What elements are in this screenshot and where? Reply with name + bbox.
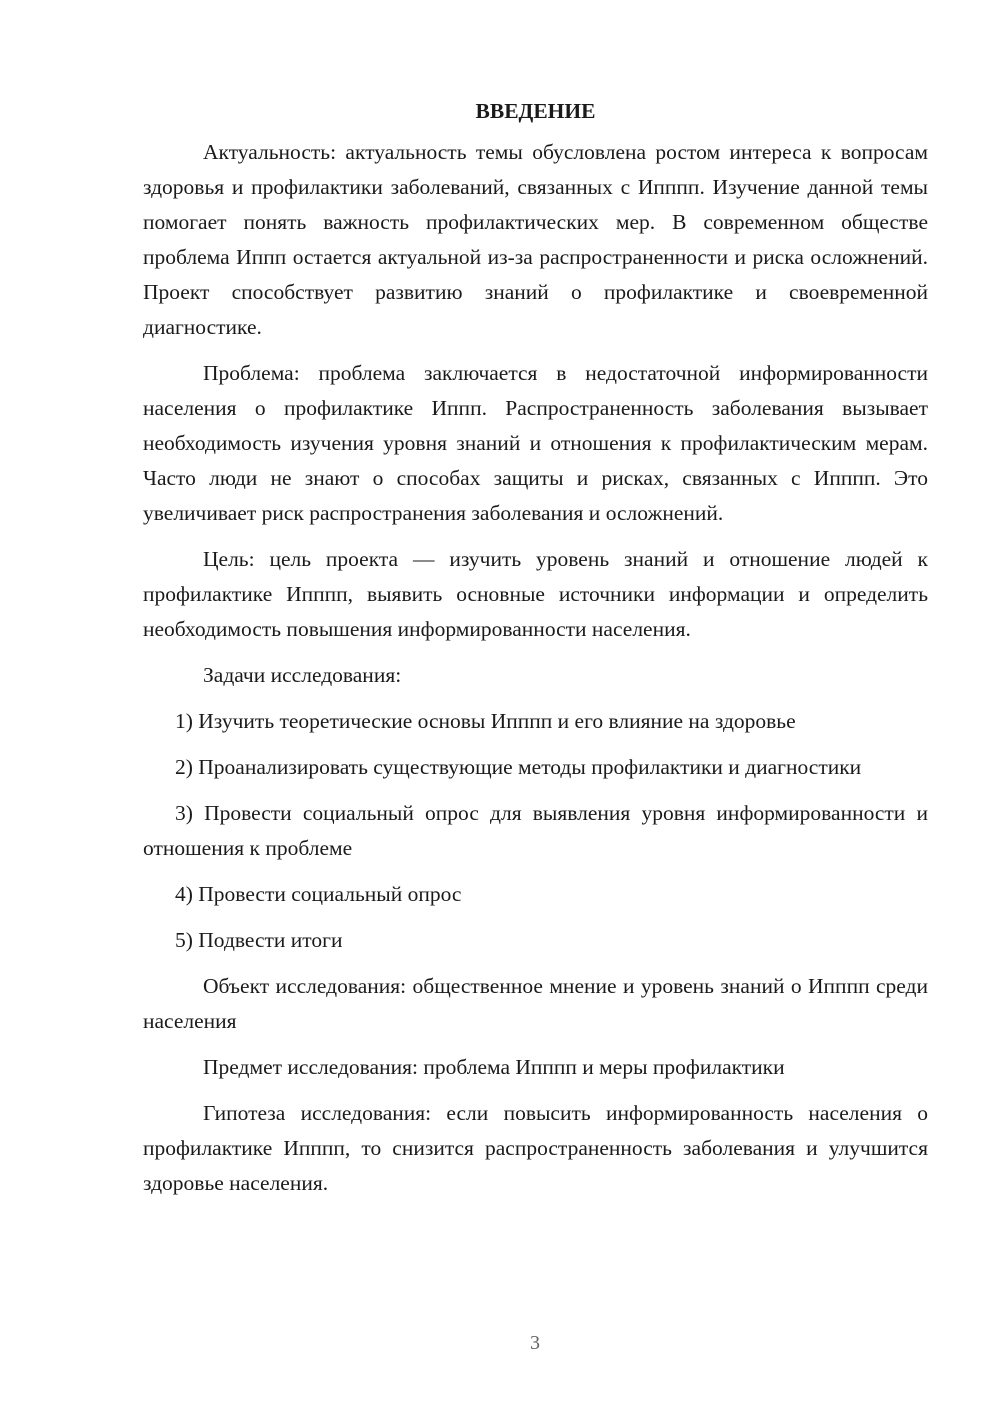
- page-title: ВВЕДЕНИЕ: [475, 99, 596, 123]
- goal-paragraph: Цель: цель проекта — изучить уровень знаний и отношение людей к профилактике Ипппп, выявить основные источники информации и определить необходимость повышения информированности населения.: [143, 547, 928, 641]
- task-item-2: 2) Проанализировать существующие методы профилактики и диагностики: [175, 755, 862, 779]
- tasks-heading: Задачи исследования:: [203, 663, 402, 687]
- task-item-5: 5) Подвести итоги: [175, 928, 343, 952]
- task-item-3: 3) Провести социальный опрос для выявления уровня информированности и отношения к проблеме: [143, 801, 928, 860]
- object-paragraph: Объект исследования: общественное мнение и уровень знаний о Ипппп среди населения: [143, 974, 928, 1033]
- task-item-4: 4) Провести социальный опрос: [175, 882, 462, 906]
- subject-paragraph: Предмет исследования: проблема Ипппп и меры профилактики: [203, 1055, 785, 1079]
- task-item-1: 1) Изучить теоретические основы Ипппп и его влияние на здоровье: [175, 709, 796, 733]
- problem-paragraph: Проблема: проблема заключается в недостаточной информированности населения о профилактике Иппп. Распространенность заболевания вызывает необходимость изучения уровня знаний и отношения к профилактическим мерам. Часто люди не знают о способах защиты и рисках, связанных с Ипппп. Это увеличивает риск распространения заболевания и осложнений.: [143, 361, 928, 525]
- hypothesis-paragraph: Гипотеза исследования: если повысить информированность населения о профилактике Ипппп, то снизится распространенность заболевания и улучшится здоровье населения.: [143, 1101, 928, 1195]
- relevance-paragraph: Актуальность: актуальность темы обусловлена ростом интереса к вопросам здоровья и профилактики заболеваний, связанных с Ипппп. Изучение данной темы помогает понять важность профилактических мер. В современном обществе проблема Иппп остается актуальной из-за распространенности и риска осложнений. Проект способствует развитию знаний о профилактике и своевременной диагностике.: [143, 140, 928, 339]
- document-page: [143, 96, 928, 1212]
- page-number: 3: [530, 1332, 540, 1354]
